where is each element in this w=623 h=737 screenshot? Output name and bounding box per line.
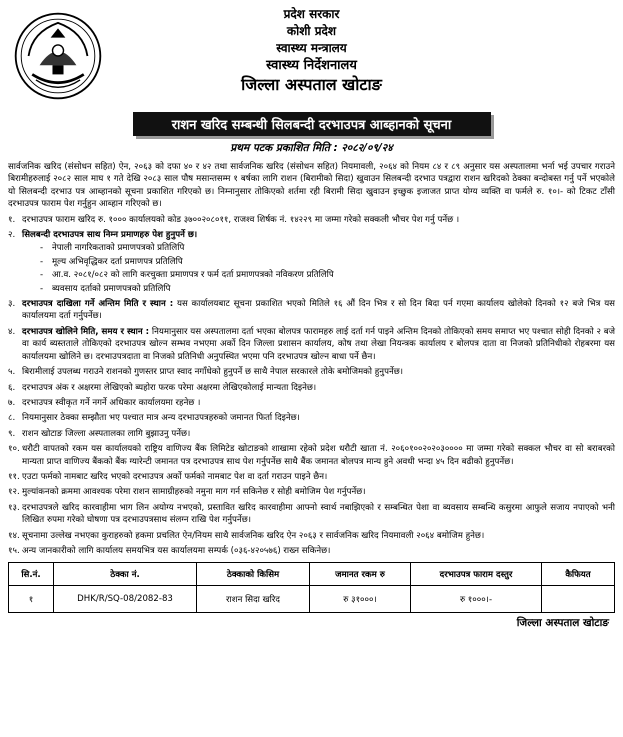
- list-item: ५. बिरामीलाई उपलब्ध गराउने राशनको गुणस्तर प्राप्त स्वाद नगाँधेको हुनुपर्ने छ साथै नेपाल सरकारले तोके बमोजिमको हुनुपर्नेछ।: [8, 367, 404, 378]
- sub-item: - ब्यवसाय दर्ताको प्रमाणपत्रको प्रतिलिपि: [40, 283, 171, 294]
- list-item: ८. नियमानुसार ठेक्का सम्झौता भए पश्चात मात्र अन्य दरभाउपत्रहरुको जमानत फिर्ता दिइनेछ।: [8, 413, 300, 424]
- table-row: [9, 586, 615, 613]
- header-line-5: जिल्ला अस्पताल खोटाङ: [241, 75, 382, 94]
- publish-date: प्रथम पटक प्रकाशित मिति : २०८२/०९/२४: [230, 142, 393, 154]
- list-item: १. दरभाउपत्र फाराम खरिद रु. १००० कार्यालयको कोड ३७००२०८०११, राजश्व शिर्षक नं. १४२२९ मा जम्मा गरेको सक्कली भौचर पेश गर्नु पर्नेछ ।: [8, 214, 460, 225]
- col-header-form-fee: दरभाउपत्र फाराम दस्तुर: [411, 563, 542, 586]
- list-item: ६. दरभाउपत्र अंक र अक्षरमा लेखिएको ब्यहोरा फरक परेमा अक्षरमा लेखिएकोलाई मान्यता दिइनेछ।: [8, 382, 317, 393]
- list-item: २. सिलबन्दी दरभाउपत्र साथ निम्न प्रमाणहरु पेश हुनुपर्ने छ।: [8, 230, 198, 241]
- col-header-contract-type: ठेक्काको किसिम: [197, 563, 310, 586]
- list-item: १४. सूचनामा उल्लेख नभएका कुराहरुको हकमा प्रचलित ऐन/नियम साथै सार्वजनिक खरिद ऐन २०६३ र सार्वजनिक खरिद नियमावली २०६४ बमोजिम हुनेछ।: [8, 530, 485, 541]
- cell-deposit: रु ३१०००।: [310, 586, 411, 613]
- header-line-4: स्वास्थ्य निर्देशनालय: [266, 58, 357, 73]
- list-item: ४. दरभाउपत्र खोलिने मिति, समय र स्थान : नियमानुसार यस अस्पतालमा दर्ता भएका बोलपत्र फारामहरु लाई दर्ता गर्न पाइने अन्तिम दिनको तोकिएको समय समाप्त भए पश्चात सोही दिनको २ बजे वा कार्य ब्यस्तताले तोकिएको दरभाउपत्र खोल्न सम्भव नभएमा अर्को दिन जिल्ला प्रशासन कार्यालय, कोष तथा लेखा नियन्त्रक कार्यालय र बोलपत्र दाता वा निजको प्रतिनिधीको रोहबरमा यस कार्यालयमा खोलिने छ। दरभाउपत्रदाता वा निजको प्रतिनिधी अनुपस्थित भएमा पनि दरभाउपत्र खोल्न बाधा पर्ने छैन।: [8, 326, 616, 362]
- cell-sn: १: [9, 586, 54, 613]
- notice-body: [8, 161, 615, 557]
- col-header-remarks: कैफियत: [542, 563, 615, 586]
- notice-title: राशन खरिद सम्बन्धी सिलबन्दी दरभाउपत्र आब्हानको सूचना: [133, 112, 491, 136]
- list-item: १३. दरभाउपत्रले खरिद कारवाहीमा भाग लिन अयोग्य नभएको, प्रस्तावित खरिद कारवाहीमा आफ्नो स्वार्थ नबाझिएको र सम्बन्धित पेशा वा ब्यवसाय सम्बन्धि कसुरमा आफुले सजाय नपाएको भनी लिखित रुपमा गरेको घोषणा पत्र दरभाउपत्रसाथ संलग्न राखि पेश गर्नुपर्नेछ।: [8, 502, 615, 526]
- table-header-row: [9, 563, 615, 586]
- footer-signature: जिल्ला अस्पताल खोटाङ: [516, 617, 609, 630]
- col-header-deposit: जमानत रकम रु: [310, 563, 411, 586]
- intro-paragraph: सार्वजनिक खरिद (संसोधन सहित) ऐन, २०६३ को दफा ४० र ४२ तथा सार्वजनिक खरिद (संसोधन सहित) नियमावली, २०६४ को नियम ८४ र ८९ अनुसार यस अस्पतालमा भर्ना भई उपचार गराउने बिरामीहरुलाई २०८२ साल माघ १ गते देखि २०८३ साल पौष मसान्तसम्म १ बर्षका लागि राशन (बिरामीको सिदा) खुवाउन सिलबन्दी दरभाउ पत्रद्वारा राशन खरिदको ठेक्का बन्दोबस्त गर्नु पर्ने भएकोले यो सिलबन्दी दरभाउ पत्र आब्हानको सूचना प्रकाशित गरिएको छ। निम्नानुसार तोकिएको शर्तमा रही बिरामी सिदा खुवाउन इच्छुक इजाजत प्राप्त योग्य व्यक्ति वा फर्मले रु. १०।- को टिकट टाँसी दरभाउपत्र फाराम पेश गर्नुहुन आब्हान गरिएको छ।: [8, 162, 615, 210]
- col-header-sn: सि.नं.: [9, 563, 54, 586]
- sub-item: - नेपाली नागरिकताको प्रमाणपत्रको प्रतिलिपि: [40, 243, 185, 254]
- header-line-1: प्रदेश सरकार: [283, 7, 340, 21]
- header-line-3: स्वास्थ्य मन्त्रालय: [276, 41, 347, 55]
- header: [8, 4, 615, 112]
- list-item: ११. एउटा फर्मको नामबाट खरिद भएको दरभाउपत्र अर्को फर्मको नामबाट पेश वा दर्ता गराउन पाइने छैन।: [8, 471, 328, 482]
- cell-form-fee: रु १०००।-: [411, 586, 542, 613]
- sub-item: - आ.व. २०८१/०८२ को लागि करचुक्ता प्रमाणपत्र र फर्म दर्ता प्रमाणपत्रको नविकरण प्रतिलिपि: [40, 270, 334, 281]
- sub-item: - मूल्य अभिवृद्धिकर दर्ता प्रमाणपत्र प्रतिलिपि: [40, 256, 183, 267]
- list-item: १०. धरौटी वापतको रकम यस कार्यालयको राष्ट्रिय वाणिज्य बैंक लिमिटेड खोटाङको शाखामा रहेको प्रदेश धरौटी खाता नं. २०६०१००२०२०३०००० मा जम्मा गरेको सक्कल भौचर वा सो बराबरको मान्यता प्राप्त वाणिज्य बैंकको बैंक ग्यारेन्टी जमानत पत्र दरभाउपत्र साथ पेश गर्नुपर्नेछ साथै बैंक जमानत बोलपत्र मान्य हुने अवधी भन्दा ४५ दिन बढीको हुनुपर्नेछ।: [8, 444, 615, 467]
- cell-contract-type: राशन सिदा खरिद: [197, 586, 310, 613]
- col-header-contract-no: ठेक्का नं.: [54, 563, 197, 586]
- list-item: १५. अन्य जानकारीको लागि कार्यालय समयभित्र यस कार्यालयमा सम्पर्क (०३६-४२०५७६) राख्न सकिनेछ।: [8, 545, 331, 556]
- header-line-2: कोशी प्रदेश: [286, 24, 337, 38]
- contract-table: [8, 562, 615, 613]
- list-item: ३. दरभाउपत्र दाखिला गर्ने अन्तिम मिति र स्थान : यस कार्यालयबाट सूचना प्रकाशित भएको मितिले १६ औं दिन भित्र र सो दिन बिदा पर्न गएमा कार्यालय खोलेको दिनको १२ बजे भित्र यस कार्यालयमा दर्ता गर्नुपर्नेछ।: [8, 299, 615, 322]
- cell-contract-no: DHK/R/SQ-08/2082-83: [54, 586, 197, 613]
- list-item: ९. राशन खोटाङ जिल्ला अस्पतालका लागि बुझाउनु पर्नेछ।: [8, 428, 191, 439]
- list-item: ७. दरभाउपत्र स्वीकृत गर्ने नगर्ने अधिकार कार्यालयमा रहनेछ ।: [8, 397, 201, 408]
- list-item: १२. मुल्यांकनको क्रममा आवश्यक परेमा राशन सामाग्रीहरुको नमुना माग गर्न सकिनेछ र सोही बमोजिम पेश गर्नुपर्नेछ।: [8, 487, 366, 498]
- cell-remarks: [542, 586, 615, 613]
